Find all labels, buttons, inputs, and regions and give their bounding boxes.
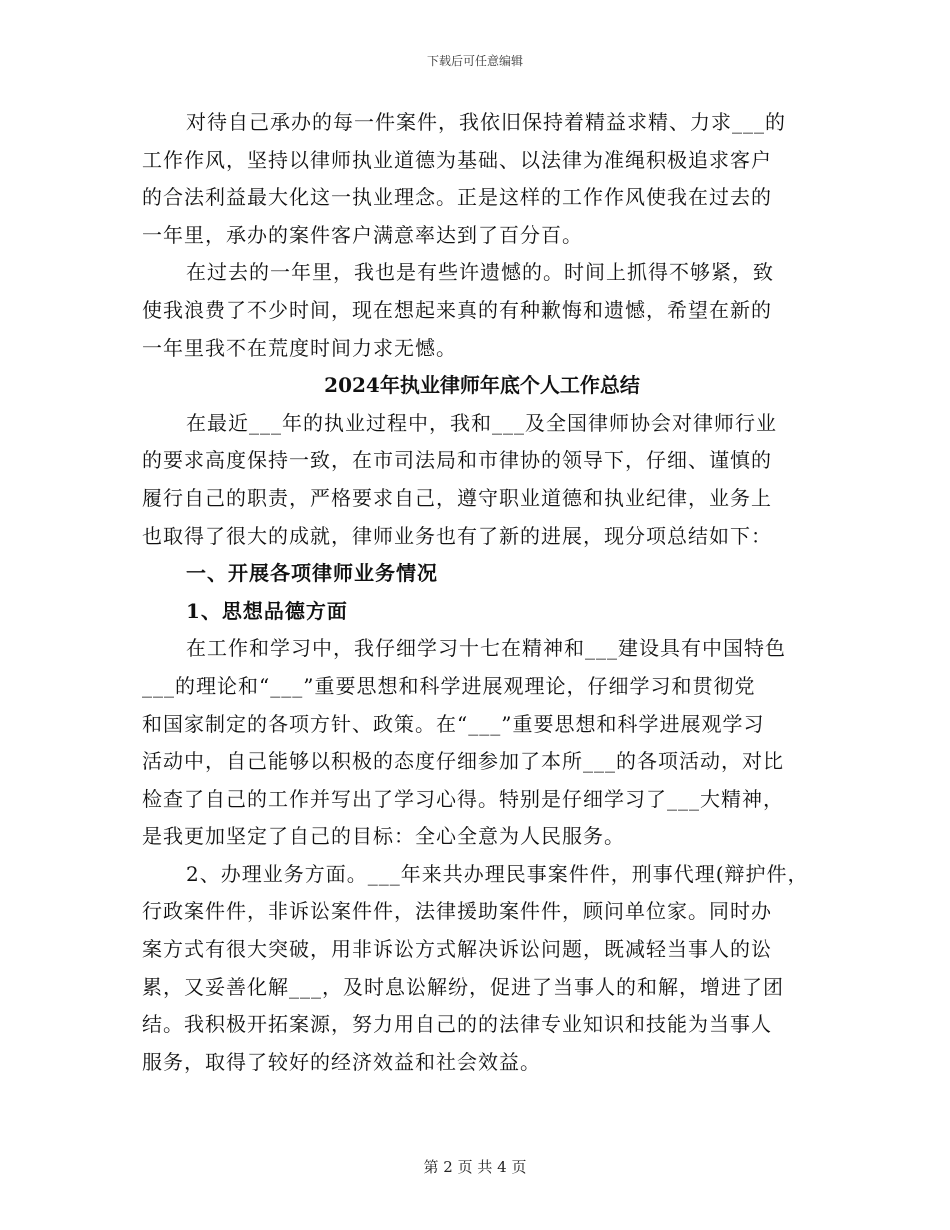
paragraph-line: 在最近___年的执业过程中，我和___及全国律师协会对律师行业 bbox=[186, 410, 777, 435]
paragraph-line: ___的理论和“___”重要思想和科学进展观理论，仔细学习和贯彻党 bbox=[142, 673, 756, 698]
paragraph-line: 2、办理业务方面。___年来共办理民事案件件，刑事代理(辩护件， bbox=[186, 861, 809, 886]
paragraph-line: 履行自己的职责，严格要求自己，遵守职业道德和执业纪律，业务上 bbox=[142, 485, 772, 510]
paragraph-line: 使我浪费了不少时间，现在想起来真的有种歉悔和遗憾，希望在新的 bbox=[142, 297, 772, 322]
paragraph-line: 一年里，承办的案件客户满意率达到了百分百。 bbox=[142, 222, 583, 247]
paragraph-line: 案方式有很大突破，用非诉讼方式解决诉讼问题，既减轻当事人的讼 bbox=[142, 937, 772, 962]
paragraph-line: 在过去的一年里，我也是有些许遗憾的。时间上抓得不够紧，致 bbox=[186, 260, 774, 285]
section-heading: 一、开展各项律师业务情况 bbox=[186, 561, 438, 586]
paragraph-line: 结。我积极开拓案源，努力用自己的的法律专业知识和技能为当事人 bbox=[142, 1012, 772, 1037]
paragraph-line: 是我更加坚定了自己的目标：全心全意为人民服务。 bbox=[142, 824, 625, 849]
page-header: 下载后可任意编辑 bbox=[426, 54, 523, 68]
document-body bbox=[142, 104, 822, 1081]
paragraph-line: 服务，取得了较好的经济效益和社会效益。 bbox=[142, 1049, 541, 1074]
section-heading: 1、思想品德方面 bbox=[186, 598, 348, 623]
page-number-footer: 第 2 页 共 4 页 bbox=[423, 1158, 527, 1176]
paragraph-line: 也取得了很大的成就，律师业务也有了新的进展，现分项总结如下： bbox=[142, 523, 772, 548]
paragraph-line: 的要求高度保持一致，在市司法局和市律协的领导下，仔细、谨慎的 bbox=[142, 448, 772, 473]
paragraph-line: 在工作和学习中，我仔细学习十七在精神和___建设具有中国特色 bbox=[186, 636, 786, 661]
paragraph-line: 行政案件件，非诉讼案件件，法律援助案件件，顾问单位家。同时办 bbox=[142, 899, 772, 924]
paragraph-line: 累，又妥善化解___，及时息讼解纷，促进了当事人的和解，增进了团 bbox=[142, 974, 784, 999]
paragraph-line: 工作作风，坚持以律师执业道德为基础、以法律为准绳积极追求客户 bbox=[142, 147, 772, 172]
paragraph-line: 和国家制定的各项方针、政策。在“___”重要思想和科学进展观学习 bbox=[142, 711, 765, 736]
paragraph-line: 一年里我不在荒度时间力求无憾。 bbox=[142, 335, 457, 360]
paragraph-line: 活动中，自己能够以积极的态度仔细参加了本所___的各项活动，对比 bbox=[142, 749, 784, 774]
paragraph-line: 的合法利益最大化这一执业理念。正是这样的工作作风使我在过去的 bbox=[142, 185, 772, 210]
paragraph-line: 检查了自己的工作并写出了学习心得。特别是仔细学习了___大精神， bbox=[142, 786, 784, 811]
paragraph-line: 对待自己承办的每一件案件，我依旧保持着精益求精、力求___的 bbox=[186, 110, 786, 134]
section-title: 2024年执业律师年底个人工作总结 bbox=[324, 373, 640, 398]
